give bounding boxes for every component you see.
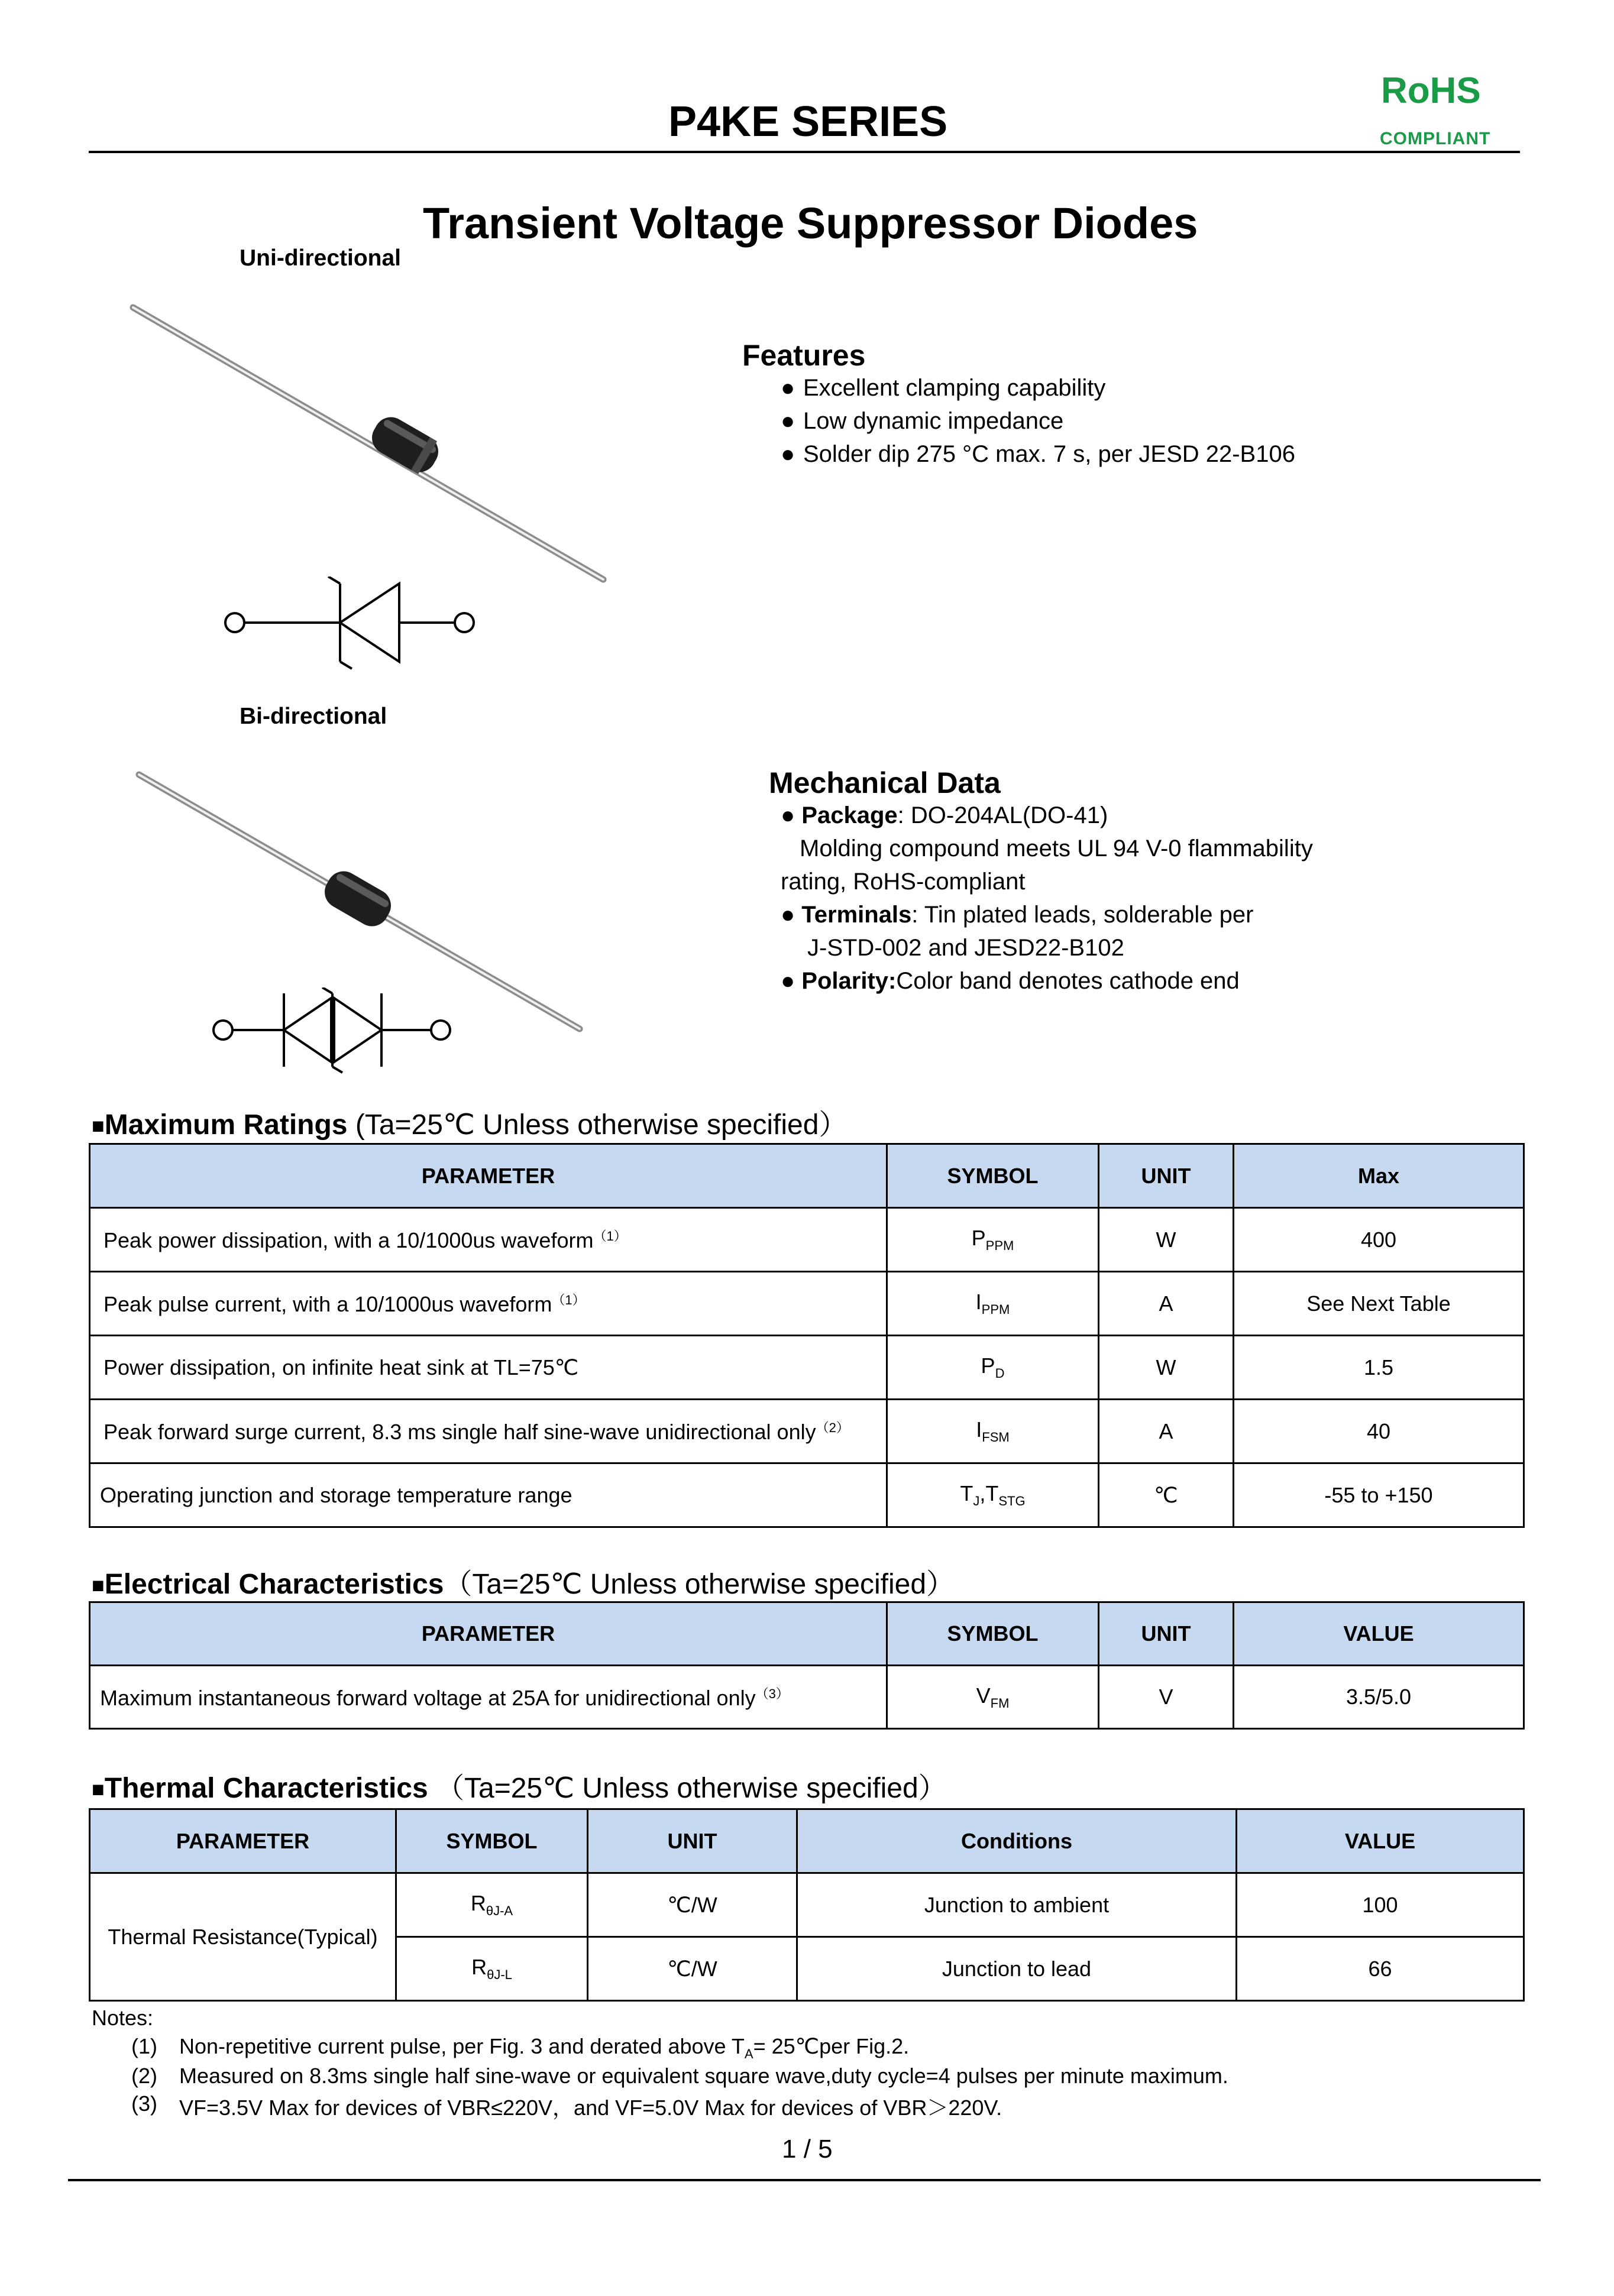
table-row [90, 1463, 1524, 1527]
param-text: Power dissipation, on infinite heat sink at TL=75℃ [103, 1355, 579, 1379]
bullet-icon: ● [781, 902, 795, 928]
document-title: Transient Voltage Suppressor Diodes [423, 199, 1198, 248]
value-cell: 40 [1234, 1400, 1524, 1463]
series-title: P4KE SERIES [668, 98, 948, 145]
notes-title: Notes: [92, 2006, 154, 2030]
electrical-condition: （Ta=25℃ Unless otherwise specified） [444, 1569, 955, 1600]
unit-cell: ℃ [1099, 1463, 1234, 1527]
symbol-text: I [976, 1417, 982, 1442]
symbol-text: R [470, 1891, 486, 1915]
header-unit: UNIT [1099, 1602, 1234, 1666]
symbol-text: I [975, 1290, 982, 1314]
symbol-cell [396, 1937, 588, 2001]
max-ratings-title: Maximum Ratings [104, 1109, 348, 1141]
symbol-cell [887, 1463, 1099, 1527]
note-2-number: (2) [131, 2064, 157, 2088]
symbol-subscript: PPM [981, 1302, 1010, 1317]
thermal-heading [92, 1765, 947, 1806]
unit-cell: W [1099, 1336, 1234, 1400]
unit-cell: ℃/W [588, 1873, 797, 1937]
note-ref: （3） [755, 1686, 789, 1701]
header-parameter: PARAMETER [90, 1809, 396, 1873]
param-cell [90, 1463, 887, 1527]
note-1 [179, 2034, 909, 2062]
footer-divider [68, 2179, 1541, 2181]
param-text: Maximum instantaneous forward voltage at 25A for unidirectional only [100, 1685, 756, 1710]
note-1-number: (1) [131, 2034, 157, 2058]
value-cell: 1.5 [1234, 1336, 1524, 1400]
max-ratings-heading [92, 1102, 847, 1142]
header-max: Max [1234, 1144, 1524, 1208]
feature-item [781, 371, 1105, 404]
header-symbol: SYMBOL [396, 1809, 588, 1873]
note-2: Measured on 8.3ms single half sine-wave or equivalent square wave,duty cycle=4 pulses per minute maximum. [179, 2064, 1228, 2088]
symbol-text: ,T [979, 1481, 999, 1505]
param-cell [90, 1400, 887, 1463]
symbol-subscript: STG [998, 1494, 1026, 1508]
bi-diode-symbol [210, 987, 458, 1076]
header-value: VALUE [1237, 1809, 1524, 1873]
table-row [90, 1400, 1524, 1463]
bullet-icon: ● [781, 441, 795, 467]
note-1-subscript: A [744, 2046, 753, 2061]
feature-text: Excellent clamping capability [803, 375, 1106, 401]
terminals-value: : Tin plated leads, solderable per [911, 902, 1254, 928]
symbol-cell [887, 1400, 1099, 1463]
square-bullet-icon: ■ [92, 1777, 105, 1801]
header-conditions: Conditions [797, 1809, 1237, 1873]
page-number: 1 / 5 [782, 2135, 833, 2164]
table-row [90, 1666, 1524, 1729]
feature-text: Low dynamic impedance [803, 408, 1064, 434]
header-symbol: SYMBOL [887, 1602, 1099, 1666]
square-bullet-icon: ■ [92, 1113, 105, 1138]
value-cell: 400 [1234, 1208, 1524, 1272]
square-bullet-icon: ■ [92, 1573, 105, 1597]
features-title: Features [742, 339, 866, 372]
rohs-compliant-label: COMPLIANT [1380, 129, 1491, 148]
note-ref: （1） [593, 1229, 627, 1243]
mech-terminals [781, 902, 1253, 928]
symbol-subscript: D [995, 1366, 1005, 1381]
electrical-table [89, 1601, 1525, 1730]
param-cell [90, 1666, 887, 1729]
symbol-subscript: FM [990, 1695, 1010, 1711]
package-value: : DO-204AL(DO-41) [897, 802, 1108, 828]
terminals-label: Terminals [801, 902, 912, 928]
conditions-cell: Junction to ambient [797, 1873, 1237, 1937]
feature-item [781, 438, 1295, 471]
rohs-logo: RoHS [1381, 70, 1481, 111]
symbol-cell [887, 1336, 1099, 1400]
uni-diode-symbol [222, 577, 482, 671]
unit-cell: A [1099, 1272, 1234, 1336]
note-1-text: Non-repetitive current pulse, per Fig. 3 and derated above T [179, 2034, 745, 2058]
bullet-icon: ● [781, 802, 795, 828]
param-cell [90, 1208, 887, 1272]
max-ratings-table [89, 1143, 1525, 1528]
table-header-row [90, 1144, 1524, 1208]
value-cell: 66 [1237, 1937, 1524, 2001]
symbol-subscript: PPM [985, 1238, 1014, 1253]
table-row [90, 1272, 1524, 1336]
param-text: Peak power dissipation, with a 10/1000us waveform [103, 1228, 594, 1252]
max-ratings-condition: (Ta=25℃ Unless otherwise specified） [347, 1109, 848, 1141]
symbol-subscript: θJ-A [486, 1903, 513, 1918]
package-label: Package [801, 802, 898, 828]
table-row [90, 1336, 1524, 1400]
value-cell: See Next Table [1234, 1272, 1524, 1336]
bullet-icon: ● [781, 408, 795, 434]
mech-polarity [781, 968, 1240, 995]
uni-directional-label: Uni-directional [240, 245, 402, 271]
table-header-row [90, 1602, 1524, 1666]
bullet-icon: ● [781, 968, 795, 994]
symbol-cell [887, 1666, 1099, 1729]
table-row [90, 1873, 1524, 1937]
symbol-text: R [471, 1955, 487, 1979]
symbol-cell [396, 1873, 588, 1937]
symbol-subscript: FSM [982, 1430, 1010, 1445]
bi-directional-label: Bi-directional [240, 704, 387, 729]
param-cell [90, 1272, 887, 1336]
mechanical-data-title: Mechanical Data [769, 766, 1001, 799]
note-3-number: (3) [131, 2091, 157, 2116]
symbol-text: P [981, 1353, 995, 1378]
header-unit: UNIT [588, 1809, 797, 1873]
param-cell: Thermal Resistance(Typical) [90, 1873, 396, 2001]
table-row [90, 1208, 1524, 1272]
unit-cell: ℃/W [588, 1937, 797, 2001]
unit-cell: V [1099, 1666, 1234, 1729]
uni-diode-image [118, 290, 621, 597]
param-text: Peak forward surge current, 8.3 ms single half sine-wave unidirectional only [103, 1420, 816, 1444]
note-ref: （2） [816, 1420, 849, 1435]
conditions-cell: Junction to lead [797, 1937, 1237, 2001]
symbol-text: V [976, 1683, 991, 1708]
mech-terminals-line2: J-STD-002 and JESD22-B102 [807, 935, 1124, 961]
symbol-subscript: J [973, 1494, 980, 1508]
param-text: Operating junction and storage temperature range [100, 1482, 572, 1507]
thermal-table [89, 1808, 1525, 2002]
param-cell [90, 1336, 887, 1400]
bullet-icon: ● [781, 375, 795, 401]
header-divider [89, 151, 1520, 153]
thermal-condition: （Ta=25℃ Unless otherwise specified） [428, 1773, 947, 1804]
polarity-value: Color band denotes cathode end [896, 968, 1240, 994]
note-3: VF=3.5V Max for devices of VBR≤220V，and VF=5.0V Max for devices of VBR＞220V. [179, 2096, 1002, 2120]
header-parameter: PARAMETER [90, 1602, 887, 1666]
value-cell: -55 to +150 [1234, 1463, 1524, 1527]
symbol-subscript: θJ-L [487, 1967, 512, 1982]
header-symbol: SYMBOL [887, 1144, 1099, 1208]
electrical-heading [92, 1561, 955, 1602]
feature-item [781, 404, 1063, 438]
polarity-label: Polarity: [801, 968, 897, 994]
mech-package-line2: Molding compound meets UL 94 V-0 flammability [800, 836, 1313, 862]
electrical-title: Electrical Characteristics [104, 1569, 444, 1600]
header-unit: UNIT [1099, 1144, 1234, 1208]
param-text: Peak pulse current, with a 10/1000us waveform [103, 1292, 552, 1316]
unit-cell: A [1099, 1400, 1234, 1463]
note-1-text-end: = 25℃per Fig.2. [753, 2034, 910, 2058]
symbol-text: T [960, 1481, 973, 1505]
symbol-cell [887, 1272, 1099, 1336]
feature-text: Solder dip 275 °C max. 7 s, per JESD 22-B106 [803, 441, 1295, 467]
table-header-row [90, 1809, 1524, 1873]
symbol-text: P [971, 1226, 986, 1250]
header-value: VALUE [1234, 1602, 1524, 1666]
value-cell: 3.5/5.0 [1234, 1666, 1524, 1729]
symbol-cell [887, 1208, 1099, 1272]
mech-package [781, 802, 1108, 829]
unit-cell: W [1099, 1208, 1234, 1272]
note-ref: （1） [552, 1293, 586, 1307]
mech-package-line3: rating, RoHS-compliant [781, 869, 1026, 895]
thermal-title: Thermal Characteristics [104, 1773, 428, 1804]
value-cell: 100 [1237, 1873, 1524, 1937]
header-parameter: PARAMETER [90, 1144, 887, 1208]
